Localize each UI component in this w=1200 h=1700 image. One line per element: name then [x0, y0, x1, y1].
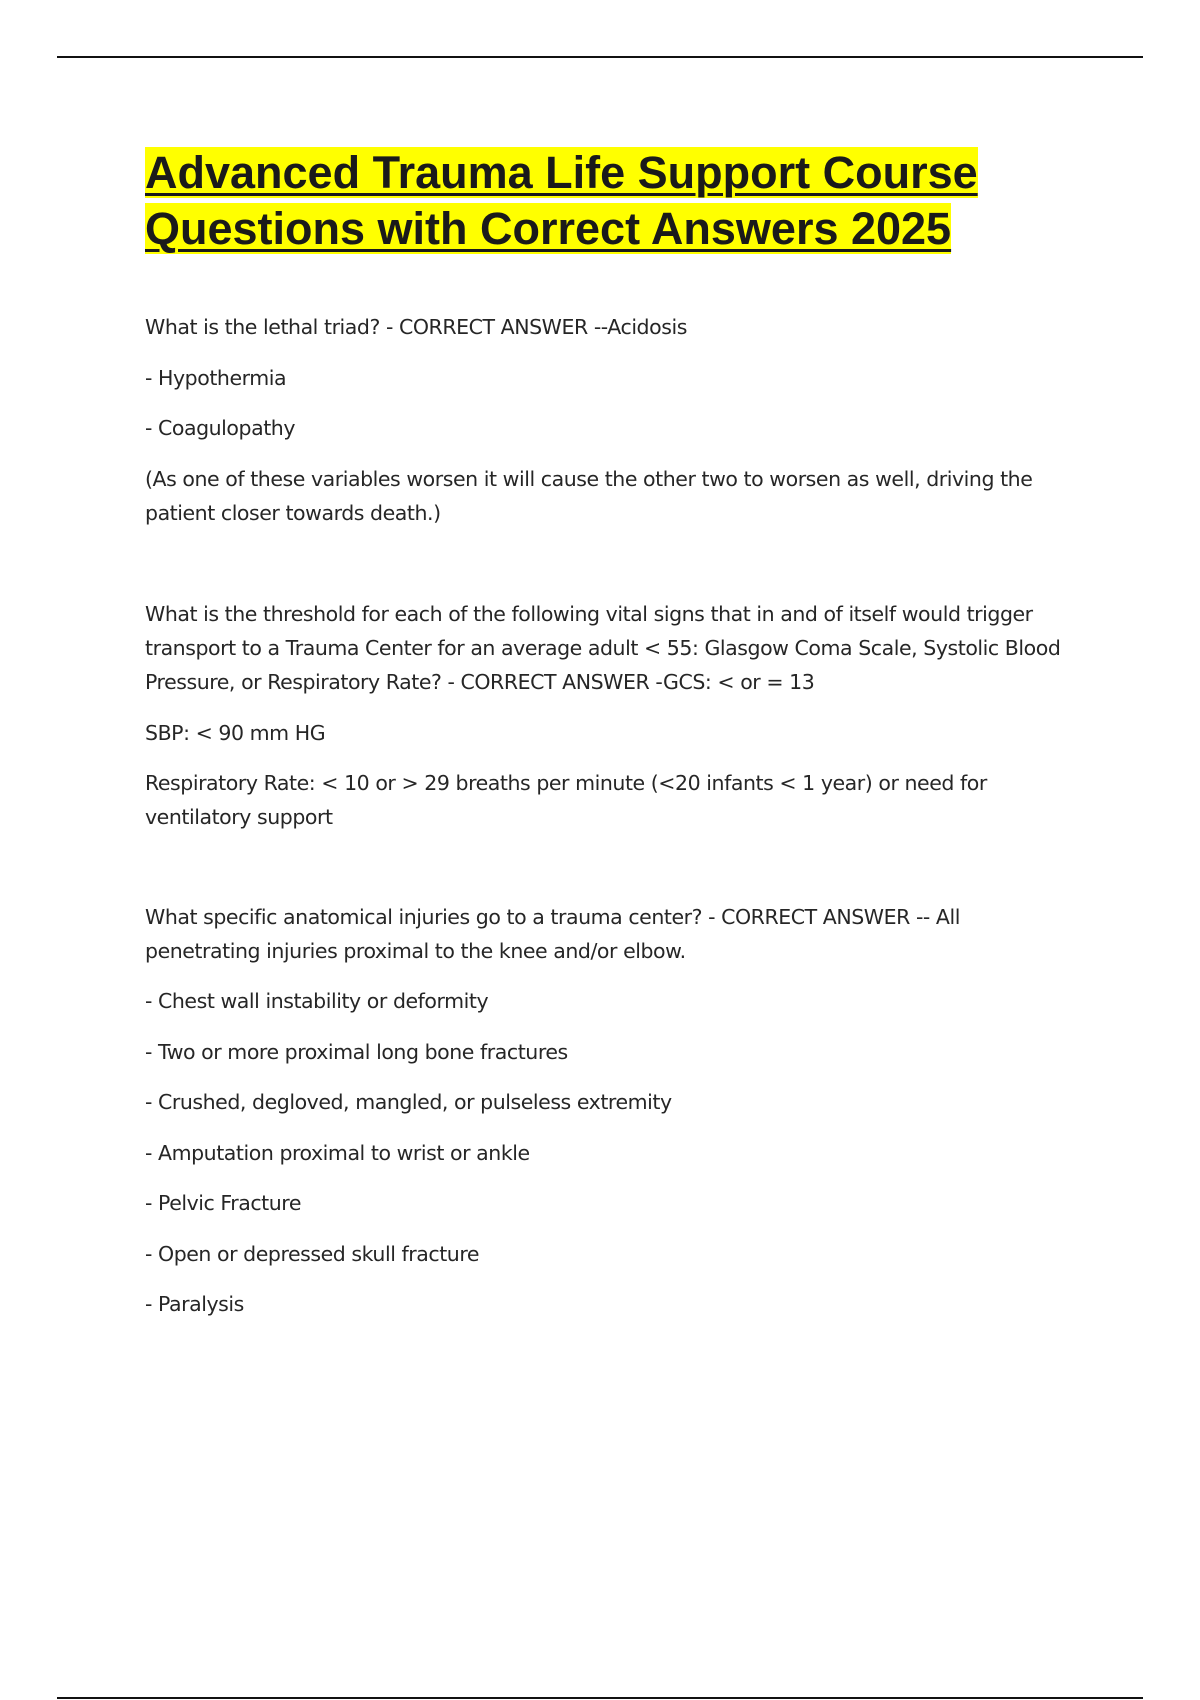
answer-1-item-hypothermia: - Hypothermia — [145, 366, 287, 390]
document-title — [145, 145, 1085, 257]
title-line-1: Advanced Trauma Life Support Course — [145, 147, 978, 198]
question-3: What specific anatomical injuries go to a trauma center? - CORRECT ANSWER -- All penetrating injuries proximal to the knee and/or elbow. — [145, 905, 960, 963]
answer-3-item: - Paralysis — [145, 1292, 244, 1316]
answer-3-item: - Chest wall instability or deformity — [145, 989, 489, 1013]
title-line-2: Questions with Correct Answers 2025 — [145, 203, 952, 254]
answer-2-sbp: SBP: < 90 mm HG — [145, 721, 326, 745]
answer-3-item: - Crushed, degloved, mangled, or pulseless extremity — [145, 1090, 672, 1114]
header-rule — [57, 56, 1143, 58]
answer-3-item: - Two or more proximal long bone fractures — [145, 1040, 568, 1064]
footer-rule — [57, 1697, 1143, 1699]
question-1: What is the lethal triad? - CORRECT ANSWER --Acidosis — [145, 315, 687, 339]
answer-3-item: - Amputation proximal to wrist or ankle — [145, 1141, 530, 1165]
question-2: What is the threshold for each of the following vital signs that in and of itself would trigger transport to a Trauma Center for an average adult < 55: Glasgow Coma Scale, Systolic Blood Pressure, or Respiratory Rate? - CORRECT ANSWER -GCS: < or = 13 — [145, 602, 1061, 694]
answer-3-item: - Pelvic Fracture — [145, 1191, 301, 1215]
answer-1-item-coagulopathy: - Coagulopathy — [145, 416, 296, 440]
answer-2-respiratory-rate: Respiratory Rate: < 10 or > 29 breaths per minute (<20 infants < 1 year) or need for ventilatory support — [145, 771, 987, 829]
answer-1-note: (As one of these variables worsen it will cause the other two to worsen as well, driving the patient closer towards death.) — [145, 467, 1033, 525]
answer-3-item: - Open or depressed skull fracture — [145, 1242, 480, 1266]
